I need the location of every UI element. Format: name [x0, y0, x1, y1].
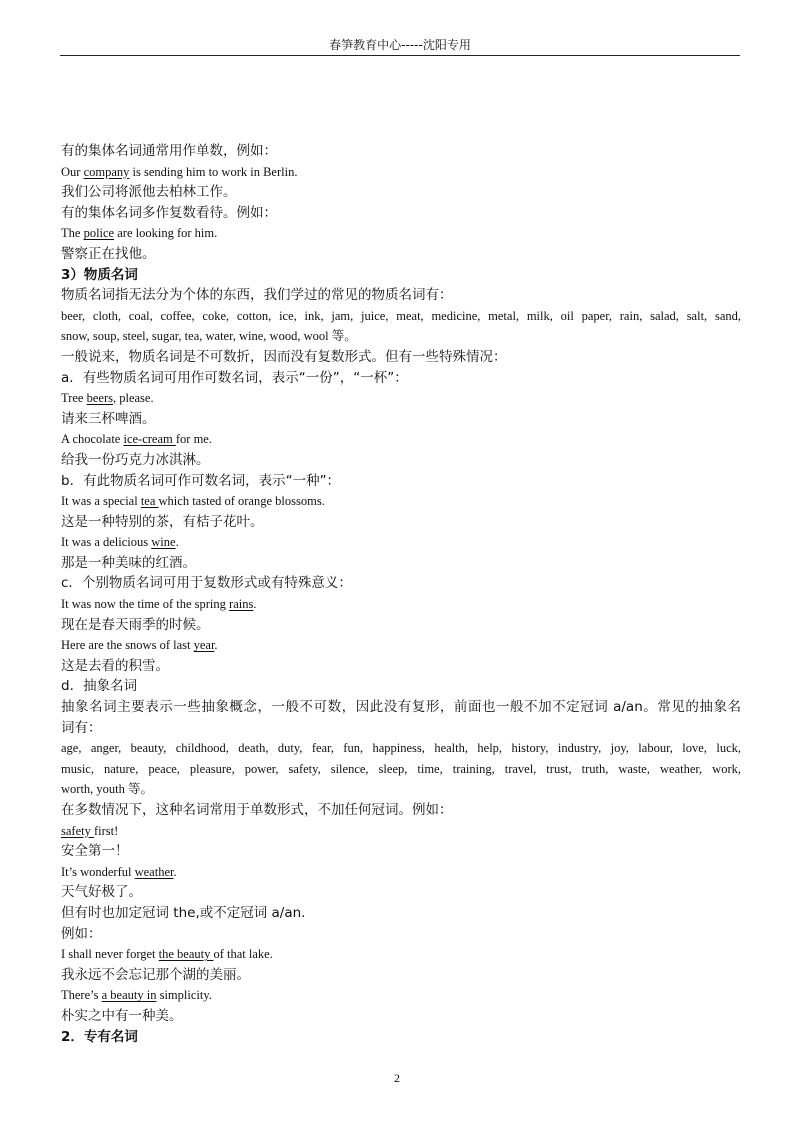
- translation: 给我一份巧克力冰淇淋。: [61, 451, 210, 468]
- word-list: age, anger, beauty, childhood, death, duty, fear, fun, happiness, health, help, history, industry, joy, labour, love, luck,: [61, 741, 741, 756]
- translation: 那是一种美味的红酒。: [61, 554, 196, 571]
- example-sentence: safety first!: [61, 823, 119, 838]
- example-sentence: It was now the time of the spring rains.: [61, 597, 257, 612]
- translation: 请来三杯啤酒。: [61, 410, 156, 427]
- translation: 安全第一！: [61, 843, 129, 860]
- example-sentence: The police are looking for him.: [61, 226, 218, 241]
- translation: 警察正在找他。: [61, 245, 156, 262]
- word-list: music, nature, peace, pleasure, power, safety, silence, sleep, time, training, travel, trust, truth, waste, weather, work,: [61, 761, 741, 776]
- subsection-item: d．抽象名词: [61, 678, 138, 695]
- translation: 这是一种特别的茶，有桔子花叶。: [61, 513, 264, 530]
- example-sentence: There’s a beauty in simplicity.: [61, 988, 212, 1003]
- paragraph: 在多数情况下，这种名词常用于单数形式，不加任何冠词。例如：: [61, 802, 453, 818]
- example-sentence: I shall never forget the beauty of that lake.: [61, 947, 273, 962]
- paragraph: 抽象名词主要表示一些抽象概念，一般不可数，因此没有复形，前面也一般不加不定冠词 a/an。常见的抽象名: [61, 699, 741, 716]
- example-sentence: Tree beers, please.: [61, 391, 154, 406]
- paragraph: 有的集体名词通常用作单数，例如：: [61, 143, 277, 159]
- document-body: [61, 141, 741, 1047]
- translation: 天气好极了。: [61, 884, 142, 901]
- example-sentence: Our company is sending him to work in Berlin.: [61, 164, 298, 179]
- paragraph: 一般说来，物质名词是不可数折，因而没有复数形式。但有一些特殊情况：: [61, 348, 507, 365]
- example-sentence: It’s wonderful weather.: [61, 864, 177, 879]
- example-sentence: Here are the snows of last year.: [61, 638, 218, 653]
- subsection-item: b．有此物质名词可作可数名词，表示“一种”：: [61, 472, 341, 489]
- page-number: 2: [394, 1071, 400, 1085]
- example-sentence: A chocolate ice-cream for me.: [61, 432, 212, 447]
- subsection-item: a．有些物质名词可用作可数名词，表示“一份”，“一杯”：: [61, 369, 408, 386]
- translation: 我永远不会忘记那个湖的美丽。: [61, 966, 250, 983]
- paragraph: 有的集体名词多作复数看待。例如：: [61, 204, 277, 221]
- section-heading: 2．专有名词: [61, 1028, 138, 1045]
- word-list: beer, cloth, coal, coffee, coke, cotton, ice, ink, jam, juice, meat, medicine, metal, milk, oil paper, rain, salad, salt, sand,: [61, 308, 741, 323]
- example-sentence: It was a special tea which tasted of orange blossoms.: [61, 494, 325, 509]
- paragraph: 物质名词指无法分为个体的东西，我们学过的常见的物质名词有：: [61, 287, 453, 304]
- page-header: 春笋教育中心-----沈阳专用: [329, 38, 471, 52]
- paragraph: 但有时也加定冠词 the,或不定冠词 a/an.: [61, 904, 306, 921]
- example-sentence: It was a delicious wine.: [61, 535, 179, 550]
- translation: 现在是春天雨季的时候。: [61, 616, 210, 633]
- subsection-item: c．个别物质名词可用于复数形式或有特殊意义：: [61, 575, 352, 592]
- translation: 朴实之中有一种美。: [61, 1007, 183, 1024]
- translation: 我们公司将派他去柏林工作。: [61, 184, 237, 201]
- word-list: worth, youth 等。: [61, 782, 154, 797]
- word-list: snow, soup, steel, sugar, tea, water, wine, wood, wool 等。: [61, 329, 357, 344]
- translation: 这是去看的积雪。: [61, 657, 169, 674]
- paragraph: 例如：: [61, 925, 102, 942]
- paragraph: 词有：: [61, 719, 102, 736]
- section-heading: 3）物质名词: [61, 266, 138, 283]
- header-rule: [60, 55, 740, 56]
